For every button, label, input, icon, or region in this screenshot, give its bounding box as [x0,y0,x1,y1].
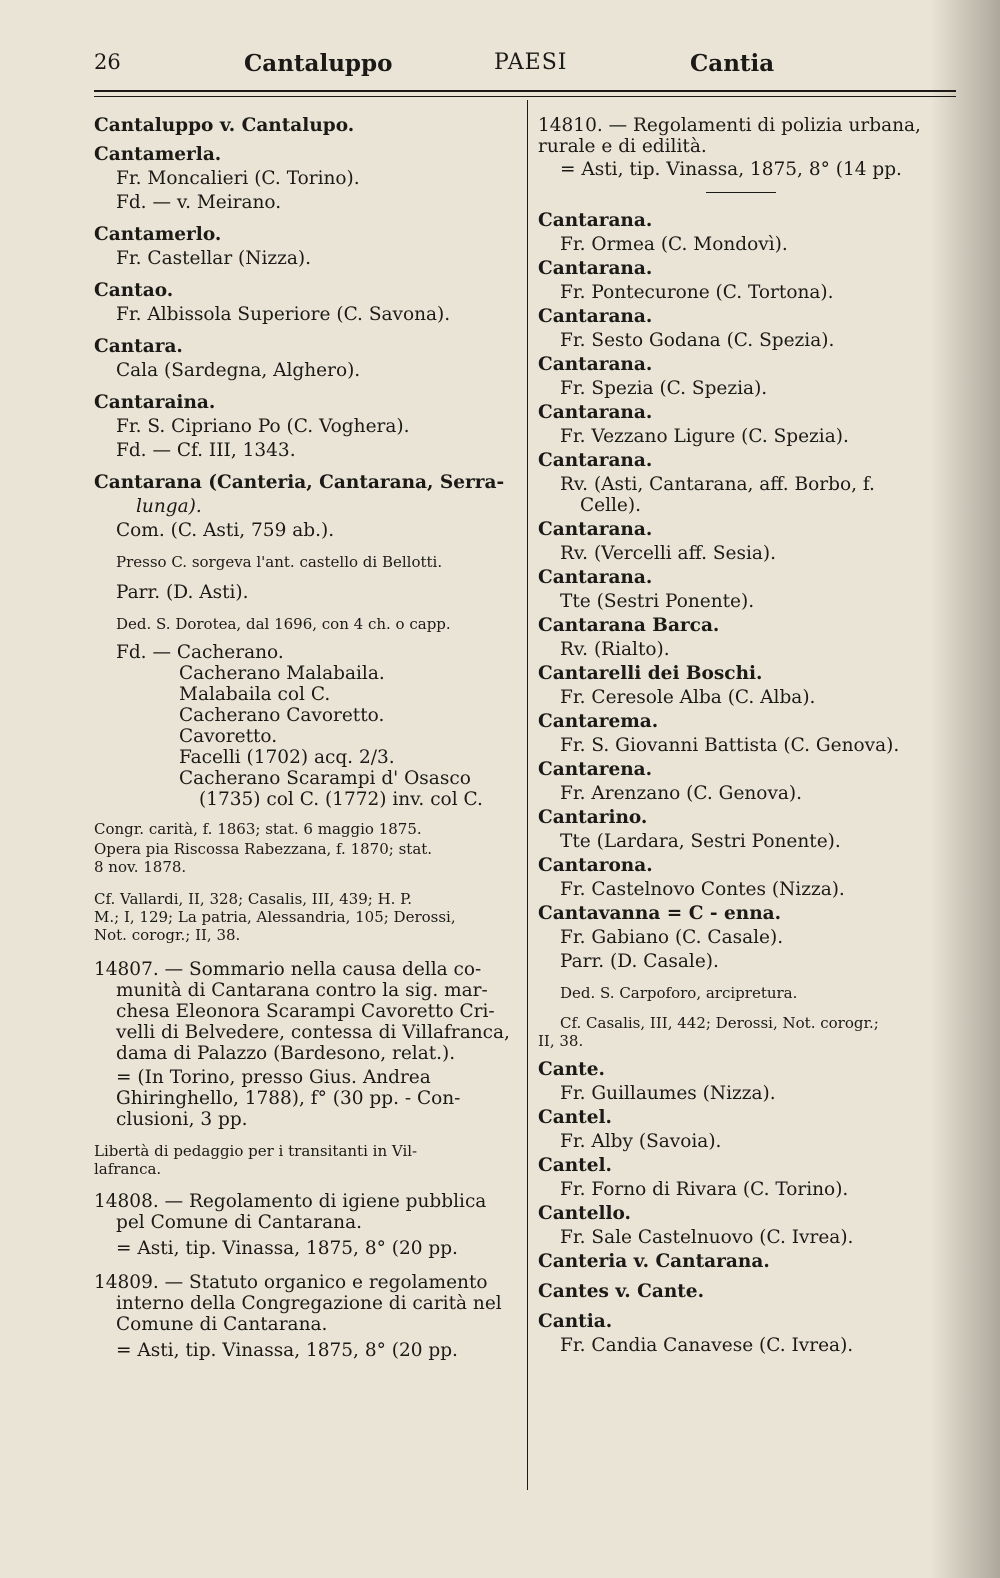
entry-line: Fr. Sale Castelnuovo (C. Ivrea). [560,1227,854,1248]
entry-heading: Cantarana. [538,258,653,279]
entry-line: = Asti, tip. Vinassa, 1875, 8° (20 pp. [116,1238,458,1259]
entry-heading: Canteria v. Cantarana. [538,1251,770,1272]
entry-line: Celle). [580,495,641,516]
entry-note: Opera pia Riscossa Rabezzana, f. 1870; stat. [94,840,433,858]
entry-heading: Cantamerlo. [94,224,222,245]
entry-line: Fr. Ceresole Alba (C. Alba). [560,687,816,708]
entry-line: lunga). [136,496,202,517]
entry-line: = (In Torino, presso Gius. Andrea [116,1067,431,1088]
entry-line: Fr. Guillaumes (Nizza). [560,1083,776,1104]
entry-line: Cacherano Cavoretto. [179,705,385,726]
entry-heading: Cantao. [94,280,174,301]
entry-heading: Cantarana Barca. [538,615,720,636]
entry-reference: M.; I, 129; La patria, Alessandria, 105; Derossi, [94,908,456,926]
header-section-title: PAESI [494,50,568,75]
entry-line: Fr. Ormea (C. Mondovì). [560,234,788,255]
entry-line: rurale e di edilità. [538,136,707,157]
entry-line: Tte (Sestri Ponente). [560,591,755,612]
entry-line: Com. (C. Asti, 759 ab.). [116,520,335,541]
entry-line: Cala (Sardegna, Alghero). [116,360,361,381]
entry-heading: Cantarana. [538,354,653,375]
entry-note: lafranca. [94,1160,162,1178]
entry-heading: Cantarana. [538,567,653,588]
entry-heading: Cantel. [538,1155,612,1176]
bibliography-item-14808: 14808. — Regolamento di igiene pubblica [94,1191,487,1212]
entry-note: 8 nov. 1878. [94,858,187,876]
entry-line: Parr. (D. Casale). [560,951,719,972]
left-column [94,110,514,1361]
entry-heading: Cantarona. [538,855,653,876]
entry-line: Facelli (1702) acq. 2/3. [179,747,395,768]
entry-note: Presso C. sorgeva l'ant. castello di Bellotti. [116,553,443,571]
entry-line: Fr. Gabiano (C. Casale). [560,927,784,948]
entry-line: Fr. Arenzano (C. Genova). [560,783,803,804]
entry-line: Fr. Spezia (C. Spezia). [560,378,768,399]
entry-line: Parr. (D. Asti). [116,582,249,603]
entry-heading: Cantarema. [538,711,659,732]
entry-heading: Cantara. [94,336,183,357]
entry-note: Libertà di pedaggio per i transitanti in Vil- [94,1142,418,1160]
entry-line: Fr. Castellar (Nizza). [116,248,311,269]
entry-heading: Cantarelli dei Boschi. [538,663,763,684]
entry-heading: Cantarana. [538,519,653,540]
entry-line: Rv. (Vercelli aff. Sesia). [560,543,776,564]
entry-line: Fr. Candia Canavese (C. Ivrea). [560,1335,854,1356]
entry-heading: Cantel. [538,1107,612,1128]
entry-heading: Cantarena. [538,759,653,780]
entry-line: Fr. Moncalieri (C. Torino). [116,168,360,189]
running-header [94,44,956,84]
entry-heading: Cantarana. [538,402,653,423]
entry-heading: Cantaraina. [94,392,216,413]
entry-reference: Cf. Casalis, III, 442; Derossi, Not. corogr.; [560,1014,879,1032]
entry-line: Fr. Albissola Superiore (C. Savona). [116,304,451,325]
bibliography-item-14809: 14809. — Statuto organico e regolamento [94,1272,488,1293]
entry-line: Fd. — Cf. III, 1343. [116,440,296,461]
entry-heading: Cantes v. Cante. [538,1281,705,1302]
entry-line: Fr. Castelnovo Contes (Nizza). [560,879,845,900]
entry-heading: Cante. [538,1059,605,1080]
entry-note: Ded. S. Carpoforo, arcipretura. [560,984,798,1002]
column-divider [527,100,528,1490]
entry-line: Cacherano Malabaila. [179,663,385,684]
entry-line: Fr. S. Cipriano Po (C. Voghera). [116,416,410,437]
entry-heading: Cantarana. [538,306,653,327]
entry-line: Fr. Sesto Godana (C. Spezia). [560,330,835,351]
entry-line: dama di Palazzo (Bardesono, relat.). [116,1043,456,1064]
entry-line: Rv. (Asti, Cantarana, aff. Borbo, f. [560,474,875,495]
entry-line: munità di Cantarana contro la sig. mar- [116,980,488,1001]
entry-line: velli di Belvedere, contessa di Villafranca, [116,1022,510,1043]
entry-heading: Cantarino. [538,807,648,828]
bibliography-item-14810: 14810. — Regolamenti di polizia urbana, [538,115,921,136]
entry-line: Cacherano Scarampi d' Osasco [179,768,471,789]
right-column [538,110,958,1356]
entry-line: Comune di Cantarana. [116,1314,328,1335]
entry-line: Tte (Lardara, Sestri Ponente). [560,831,841,852]
entry-line: Fr. S. Giovanni Battista (C. Genova). [560,735,900,756]
entry-line: = Asti, tip. Vinassa, 1875, 8° (14 pp. [560,159,902,180]
entry-reference: Cf. Vallardi, II, 328; Casalis, III, 439; H. P. [94,890,413,908]
entry-line: chesa Eleonora Scarampi Cavoretto Cri- [116,1001,495,1022]
entry-line: pel Comune di Cantarana. [116,1212,362,1233]
entry-line: clusioni, 3 pp. [116,1109,248,1130]
entry-line: Fd. — Cacherano. [116,642,284,663]
entry-line: (1735) col C. (1772) inv. col C. [199,789,483,810]
entry-heading: Cantello. [538,1203,631,1224]
header-rule-thin [94,96,956,97]
entry-heading: Cantavanna = C - enna. [538,903,782,924]
entry-heading: Cantamerla. [94,144,222,165]
entry-heading: Cantarana (Canteria, Cantarana, Serra- [94,472,505,493]
entry-line: interno della Congregazione di carità nel [116,1293,502,1314]
separator-rule [706,192,776,193]
entry-note: Congr. carità, f. 1863; stat. 6 maggio 1875. [94,820,422,838]
bibliography-item-14807: 14807. — Sommario nella causa della co- [94,959,482,980]
entry-line: Ghiringhello, 1788), f° (30 pp. - Con- [116,1088,461,1109]
header-last-term: Cantia [690,50,775,77]
entry-heading: Cantarana. [538,450,653,471]
entry-line: Fd. — v. Meirano. [116,192,282,213]
entry-reference: Not. corogr.; II, 38. [94,926,241,944]
header-first-term: Cantaluppo [244,50,393,77]
entry-heading: Cantarana. [538,210,653,231]
page-number: 26 [94,50,121,74]
entry-heading: Cantaluppo v. Cantalupo. [94,115,355,136]
entry-reference: II, 38. [538,1032,584,1050]
header-rule-thick [94,90,956,92]
entry-line: Fr. Pontecurone (C. Tortona). [560,282,834,303]
entry-line: Rv. (Rialto). [560,639,670,660]
entry-heading: Cantia. [538,1311,613,1332]
entry-note: Ded. S. Dorotea, dal 1696, con 4 ch. o capp. [116,615,451,633]
entry-line: Fr. Forno di Rivara (C. Torino). [560,1179,849,1200]
entry-line: Fr. Alby (Savoia). [560,1131,722,1152]
entry-line: = Asti, tip. Vinassa, 1875, 8° (20 pp. [116,1340,458,1361]
entry-line: Cavoretto. [179,726,278,747]
entry-line: Fr. Vezzano Ligure (C. Spezia). [560,426,849,447]
entry-line: Malabaila col C. [179,684,331,705]
